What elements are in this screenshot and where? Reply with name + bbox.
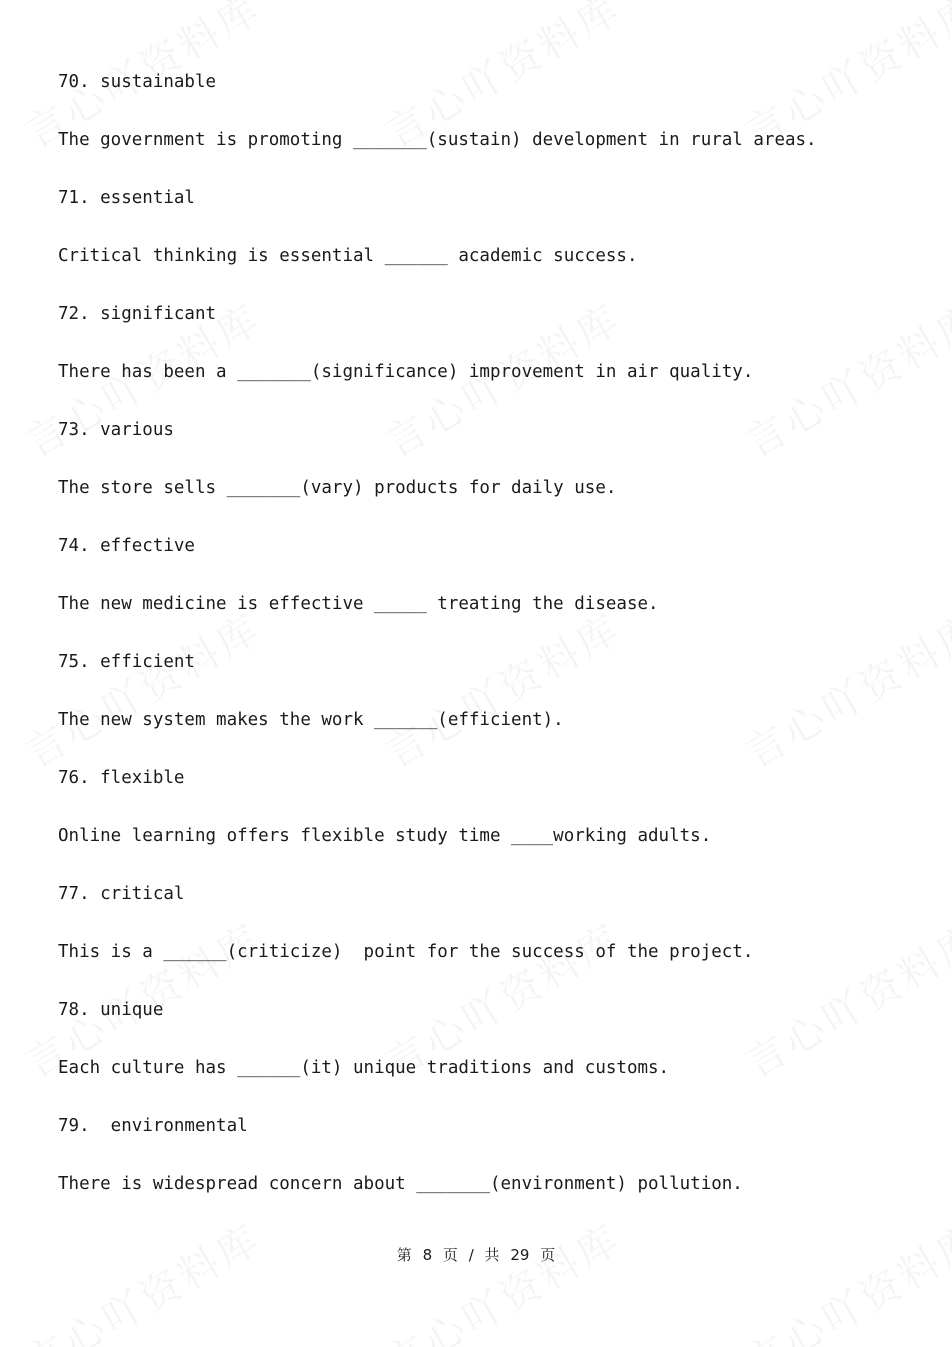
page-footer [0,1244,952,1265]
item-sentence-73: The store sells _______(vary) products for daily use. [58,478,617,498]
item-sentence-74: The new medicine is effective _____ treating the disease. [58,594,659,614]
item-sentence-76: Online learning offers flexible study time ____working adults. [58,826,712,846]
item-sentence-77: This is a ______(criticize) point for the success of the project. [58,942,754,962]
item-heading-77: 77. critical [58,884,185,904]
item-sentence-70: The government is promoting _______(sustain) development in rural areas. [58,130,817,150]
item-heading-75: 75. efficient [58,652,195,672]
footer-page-word: 页 [442,1246,458,1264]
watermark-text [373,1208,630,1347]
item-heading-72: 72. significant [58,304,217,324]
item-heading-74: 74. effective [58,536,195,556]
footer-prefix: 第 [396,1246,412,1264]
footer-total-prefix: 共 [484,1246,500,1264]
item-sentence-71: Critical thinking is essential ______ academic success. [58,246,638,266]
item-sentence-72: There has been a _______(significance) improvement in air quality. [58,362,754,382]
item-heading-71: 71. essential [58,188,195,208]
watermark-text [13,1208,270,1347]
item-sentence-75: The new system makes the work ______(efficient). [58,710,564,730]
item-sentence-79: There is widespread concern about _______(environment) pollution. [58,1174,743,1194]
item-heading-70: 70. sustainable [58,72,217,92]
watermark-text [733,1208,952,1347]
item-heading-79: 79. environmental [58,1116,248,1136]
item-heading-78: 78. unique [58,1000,164,1020]
current-page-number: 8 [422,1246,433,1264]
footer-separator: / [468,1246,474,1264]
exercise-list [58,68,918,1228]
total-pages-number: 29 [510,1246,530,1264]
item-heading-73: 73. various [58,420,174,440]
item-sentence-78: Each culture has ______(it) unique traditions and customs. [58,1058,670,1078]
item-heading-76: 76. flexible [58,768,185,788]
footer-suffix: 页 [540,1246,556,1264]
